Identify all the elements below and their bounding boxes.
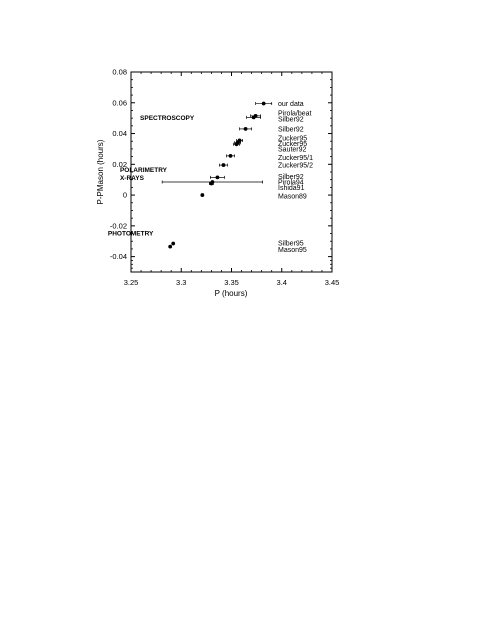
source-label: Pirola/beat bbox=[278, 110, 312, 118]
data-points bbox=[162, 102, 272, 249]
data-point bbox=[200, 193, 204, 197]
data-point bbox=[229, 154, 233, 158]
x-tick-label: 3.3 bbox=[176, 278, 187, 287]
source-label: our data bbox=[278, 101, 304, 109]
source-label: Ishida91 bbox=[278, 184, 305, 192]
data-point bbox=[244, 127, 248, 131]
method-annotation: PHOTOMETRY bbox=[107, 230, 154, 238]
source-label: Silber92 bbox=[278, 126, 304, 134]
method-annotation: X-RAYS bbox=[119, 174, 144, 182]
y-tick-label: 0.02 bbox=[112, 159, 127, 169]
y-tick-label: -0.02 bbox=[109, 221, 127, 231]
x-tick-label: 3.35 bbox=[224, 278, 239, 287]
data-point bbox=[168, 245, 172, 249]
data-point bbox=[210, 182, 214, 186]
method-annotation: POLARIMETRY bbox=[119, 167, 168, 175]
source-label: Silber95 bbox=[278, 240, 304, 248]
method-annotation: SPECTROSCOPY bbox=[140, 114, 195, 122]
y-tick-label: 0.06 bbox=[112, 98, 127, 108]
y-tick-label: 0.08 bbox=[112, 67, 127, 77]
source-label: Silber92 bbox=[278, 116, 304, 124]
data-point bbox=[171, 242, 175, 246]
y-tick-label: 0 bbox=[122, 190, 127, 200]
data-point bbox=[235, 142, 239, 146]
source-label: Silber92 bbox=[278, 174, 304, 182]
source-label: Mason95 bbox=[278, 247, 307, 255]
source-label: Zucker95 bbox=[278, 141, 308, 149]
source-label: Sauter92 bbox=[278, 146, 307, 154]
data-point bbox=[222, 163, 226, 167]
source-label: Zucker95/1 bbox=[278, 154, 314, 162]
y-tick-label: 0.04 bbox=[112, 129, 127, 139]
y-tick-label: -0.04 bbox=[109, 252, 127, 262]
data-point bbox=[216, 175, 220, 179]
source-label: Mason89 bbox=[278, 193, 307, 201]
x-tick-label: 3.25 bbox=[123, 278, 139, 287]
x-tick-label: 3.4 bbox=[276, 278, 287, 287]
y-axis-label: P-PMason (hours) bbox=[96, 139, 105, 205]
point-labels bbox=[278, 101, 313, 254]
x-axis-label: P (hours) bbox=[214, 289, 248, 298]
source-label: Zucker95/2 bbox=[278, 162, 314, 170]
data-point bbox=[262, 102, 266, 106]
data-point bbox=[252, 115, 256, 119]
source-label: Zucker95 bbox=[278, 135, 308, 143]
x-tick-label: 3.45 bbox=[324, 278, 340, 287]
source-label: Pirola94 bbox=[278, 179, 304, 187]
